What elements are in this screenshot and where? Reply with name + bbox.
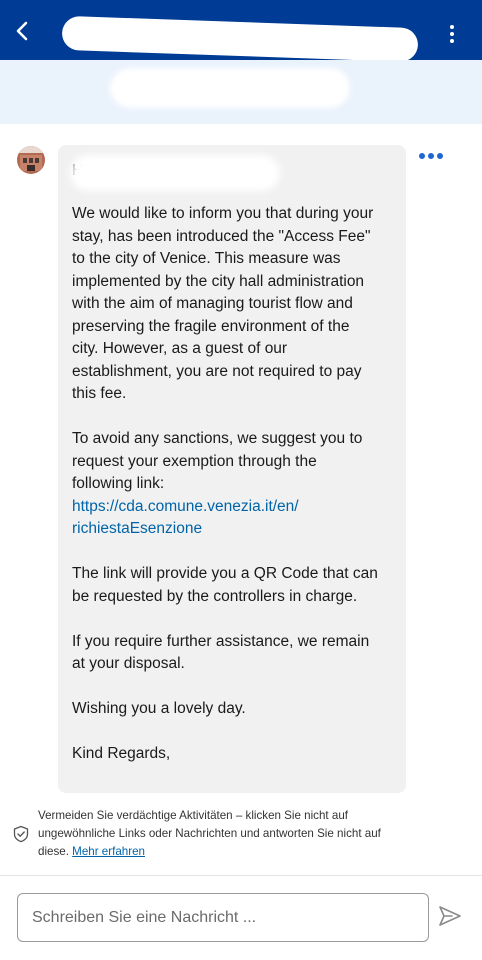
exemption-link-continued[interactable]: richiestaEsenzione [72,520,203,537]
send-button[interactable] [437,903,463,929]
safety-notice-line: ungewöhnliche Links oder Nachrichten und antworten Sie nicht auf [38,827,381,840]
message-line: request your exemption through the [72,453,317,470]
exemption-link[interactable]: https://cda.comune.venezia.it/en/ [72,498,299,515]
more-options-button[interactable] [446,22,458,46]
chevron-left-icon [6,14,40,48]
message-line: be requested by the controllers in charge. [72,588,358,605]
message-options-button[interactable] [415,149,447,163]
safety-notice-text: diese. [38,845,69,858]
message-line: We would like to inform you that during your [72,205,374,222]
message-line: The link will provide you a QR Code that can [72,565,378,582]
composer-divider [0,875,482,876]
message-line: Wishing you a lovely day. [72,700,246,717]
message-line: implemented by the city hall administration [72,273,365,290]
back-button[interactable] [6,14,40,48]
message-input[interactable] [17,893,429,942]
message-line: this fee. [72,385,127,402]
message-line: to the city of Venice. This measure was [72,250,341,267]
message-line: at your disposal. [72,655,185,672]
safety-notice-last-line [38,843,145,861]
message-line: stay, has been introduced the "Access Fee" [72,228,371,245]
message-line: with the aim of managing tourist flow and [72,295,353,312]
safety-notice-icon [12,825,30,843]
message-line: If you require further assistance, we remain [72,633,370,650]
more-horizontal-icon [415,149,447,163]
shield-check-icon [12,825,30,843]
more-vertical-icon [446,22,458,46]
message-line: To avoid any sanctions, we suggest you to [72,430,363,447]
recipient-name-redaction [70,155,280,191]
message-line: Kind Regards, [72,745,171,762]
subheader-redaction [110,68,350,108]
learn-more-link[interactable]: Mehr erfahren [72,845,145,858]
safety-notice-line: Vermeiden Sie verdächtige Aktivitäten – klicken Sie nicht auf [38,809,348,822]
message-line: preserving the fragile environment of the [72,318,350,335]
message-line: establishment, you are not required to pay [72,363,362,380]
building-photo-icon [17,146,45,174]
message-input-placeholder: Schreiben Sie eine Nachricht ... [32,908,257,926]
message-line: city. However, as a guest of our [72,340,288,357]
message-line: following link: [72,475,165,492]
send-icon [437,903,463,929]
sender-avatar[interactable] [17,146,45,174]
